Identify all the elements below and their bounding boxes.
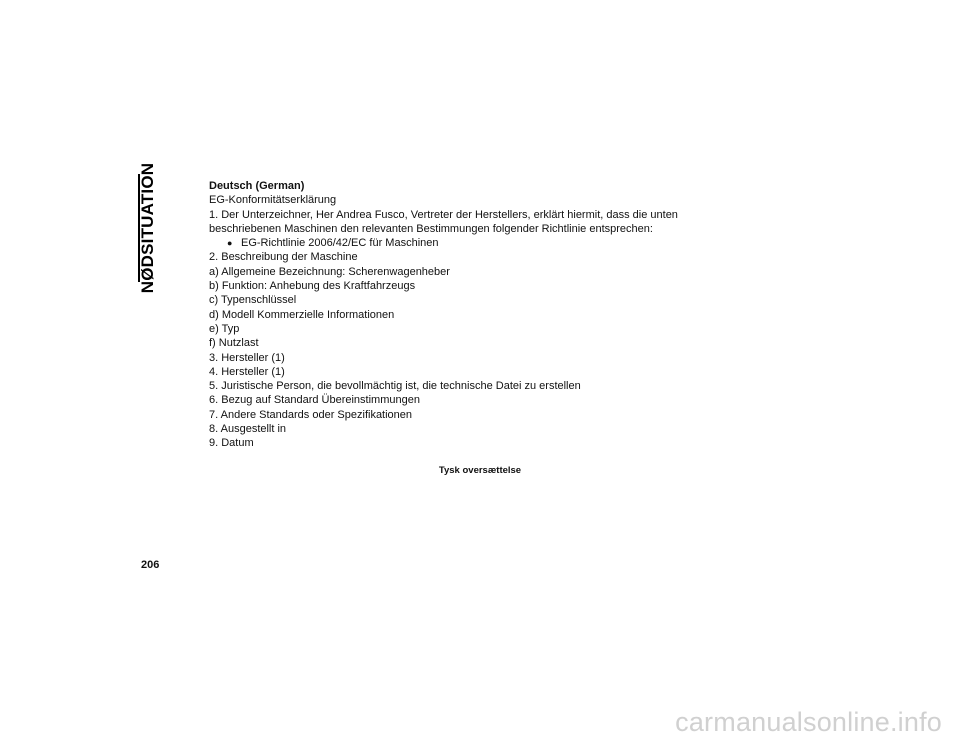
list-item: a) Allgemeine Bezeichnung: Scherenwagenheber [209, 265, 450, 278]
bullet-icon: ● [227, 238, 233, 249]
list-item: 8. Ausgestellt in [209, 423, 287, 436]
page-number: 206 [141, 559, 160, 571]
declaration-title: EG-Konformitätserklärung [209, 194, 337, 207]
section-tab [138, 162, 158, 294]
list-item: e) Typ [209, 322, 240, 335]
section-heading: Deutsch (German) [209, 180, 305, 192]
list-item: 6. Bezug auf Standard Übereinstimmungen [209, 394, 420, 407]
list-item: 2. Beschreibung der Maschine [209, 251, 358, 264]
declaration-content [209, 179, 709, 451]
watermark: carmanualsonline.info [675, 707, 942, 737]
list-item: b) Funktion: Anhebung des Kraftfahrzeugs [209, 280, 416, 293]
list-item: 3. Hersteller (1) [209, 351, 285, 364]
declaration-paragraph: 1. Der Unterzeichner, Her Andrea Fusco, Vertreter der Herstellers, erklärt hiermit, dass die unten beschriebenen Maschinen den relevanten Bestimmungen folgender Richtlinie entsprechen: [209, 208, 678, 235]
directive-bullet [209, 236, 709, 250]
list-item: 5. Juristische Person, die bevollmächtig ist, die technische Datei zu erstellen [209, 380, 581, 393]
list-item: f) Nutzlast [209, 337, 259, 350]
section-tab-label: NØDSITUATION [138, 162, 157, 294]
directive-bullet-text: EG-Richtlinie 2006/42/EC für Maschinen [241, 237, 439, 250]
figure-caption: Tysk oversættelse [438, 465, 522, 476]
list-item: 9. Datum [209, 437, 254, 450]
list-item: 4. Hersteller (1) [209, 365, 285, 378]
list-item: 7. Andere Standards oder Spezifikationen [209, 408, 413, 421]
list-item: c) Typenschlüssel [209, 294, 297, 307]
list-item: d) Modell Kommerzielle Informationen [209, 308, 395, 321]
